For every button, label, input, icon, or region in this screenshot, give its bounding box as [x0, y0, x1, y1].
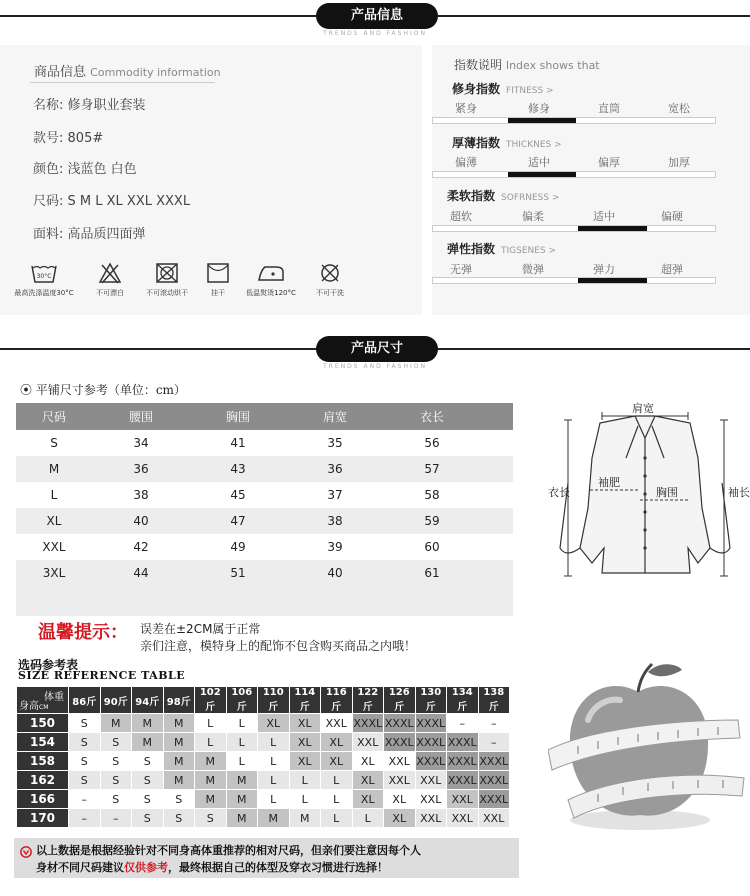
fitness-opt-3: 宽松: [668, 102, 690, 115]
thickness-opt-3: 加厚: [668, 156, 690, 169]
fitness-opt-0: 紧身: [455, 102, 477, 115]
fitness-index-label: 修身指数 FITNESS >: [452, 82, 554, 96]
thickness-index-label: 厚薄指数 THICKNES >: [452, 136, 562, 150]
product-info-subtitle: TRENDS AND FASHION: [323, 30, 427, 37]
table-row: S 34 41 35 56: [16, 430, 513, 456]
elasticity-index-label: 弹性指数 TIGSENES >: [447, 242, 557, 256]
product-size-banner: [0, 333, 750, 369]
warning-icon: [20, 846, 32, 858]
fitness-opt-1: 修身: [528, 102, 550, 115]
shirt-measure-diagram: [540, 398, 750, 588]
table-row: 154 S S M M L L L XL XL XXL XXXL XXXL XXXL –: [17, 733, 510, 752]
table-row: L 38 45 37 58: [16, 482, 513, 508]
softness-index-bar: [432, 225, 716, 232]
svg-text:30°C: 30°C: [36, 273, 52, 280]
fitness-index-marker: [508, 118, 577, 123]
thickness-index-marker: [508, 172, 577, 177]
index-title: 指数说明 Index shows that: [454, 58, 600, 72]
thickness-opt-0: 偏薄: [455, 156, 477, 169]
size-advice-footer: [14, 838, 519, 878]
table-row: 158 S S S M M L L XL XL XL XXL XXXL XXXL XXXL: [17, 752, 510, 771]
info-row-sizes: 尺码: S M L XL XXL XXXL: [33, 194, 191, 209]
table-row: 166 – S S S M M L L L XL XL XXL XXL XXXL: [17, 790, 510, 809]
elasticity-opt-0: 无弹: [450, 263, 472, 276]
care-no-tumble: 不可滚动烘干: [127, 262, 207, 298]
size-reference-table: [16, 686, 510, 828]
size-table: [16, 403, 513, 616]
fitness-opt-2: 直筒: [598, 102, 620, 115]
product-size-subtitle: TRENDS AND FASHION: [323, 363, 427, 370]
no-tumble-dry-icon: [155, 262, 179, 284]
elasticity-index-marker: [578, 278, 647, 283]
apple-tape-photo: [548, 650, 748, 835]
elasticity-opt-1: 微弹: [522, 263, 544, 276]
table-row: XL 40 47 38 59: [16, 508, 513, 534]
softness-opt-2: 适中: [593, 210, 615, 223]
diagram-chest-label: 胸围: [656, 486, 678, 499]
softness-opt-0: 超软: [450, 210, 472, 223]
size-reference-subtitle: SIZE REFERENCE TABLE: [18, 669, 186, 682]
elasticity-index-bar: [432, 277, 716, 284]
table-row: 150 S M M M L L XL XL XXL XXXL XXXL XXXL – –: [17, 714, 510, 733]
fitness-index-bar: [432, 117, 716, 124]
diagram-sleeve-label: 袖长: [728, 486, 750, 499]
care-no-dry-clean: 不可干洗: [290, 262, 370, 298]
no-bleach-icon: [98, 262, 122, 284]
table-row: 162 S S S M M M L L L XL XXL XXL XXXL XXXL: [17, 771, 510, 790]
hang-dry-icon: [206, 262, 230, 284]
softness-opt-1: 偏柔: [522, 210, 544, 223]
diagram-shoulder-label: 肩宽: [632, 402, 654, 415]
thickness-opt-2: 偏厚: [598, 156, 620, 169]
elasticity-opt-2: 弹力: [593, 263, 615, 276]
size-table-header: 尺码 腰围 胸围 肩宽 衣长: [16, 403, 513, 430]
care-hang-dry: 挂干: [178, 262, 258, 298]
diagram-armhole-label: 袖肥: [598, 476, 620, 489]
footer-line-1: 以上数据是根据经验针对不同身高体重推荐的相对尺码，但亲们要注意因每个人: [36, 844, 421, 857]
product-size-title: 产品尺寸: [316, 336, 438, 362]
product-info-banner: [0, 0, 750, 36]
table-row: XXL 42 49 39 60: [16, 534, 513, 560]
softness-index-marker: [578, 226, 647, 231]
care-iron-low: 低温熨烫120°C: [231, 262, 311, 298]
flat-measure-note: ⦿ 平铺尺寸参考（单位：cm）: [20, 383, 186, 397]
corner-cell: 体重 身高CM: [17, 687, 69, 714]
tip-line-2: 亲们注意，模特身上的配饰不包含购买商品之内哦！: [140, 639, 417, 653]
table-row: 3XL 44 51 40 61: [16, 560, 513, 586]
softness-index-label: 柔软指数 SOFRNESS >: [447, 189, 560, 203]
table-row: 体重 身高CM 86斤 90斤 94斤 98斤 102斤 106斤 110斤 114斤 116斤 122斤 126斤 130斤 134斤 138斤: [17, 687, 510, 714]
footer-line-2: 身材不同尺码建议仅供参考，最终根据自己的体型及穿衣习惯进行选择！: [36, 861, 388, 874]
info-row-style-no: 款号: 805#: [33, 131, 104, 146]
table-row: M 36 43 36 57: [16, 456, 513, 482]
info-row-name: 名称: 修身职业套装: [33, 98, 146, 113]
wash-30-icon: [31, 262, 57, 284]
thickness-opt-1: 适中: [528, 156, 550, 169]
softness-opt-3: 偏硬: [661, 210, 683, 223]
thickness-index-bar: [432, 171, 716, 178]
elasticity-opt-3: 超弹: [661, 263, 683, 276]
tip-line-1: 误差在±2CM属于正常: [140, 622, 261, 636]
diagram-length-label: 衣长: [548, 486, 570, 499]
no-dry-clean-icon: [318, 262, 342, 284]
table-row: 170 – – S S S M M M L L XL XXL XXL XXL: [17, 809, 510, 828]
info-row-fabric: 面料: 高品质四面弹: [33, 227, 146, 242]
care-no-bleach: 不可漂白: [70, 262, 150, 298]
care-wash-30: 30°C 最高洗涤温度30°C: [4, 262, 84, 298]
commodity-info-title: 商品信息 Commodity information: [34, 65, 221, 80]
info-row-color: 颜色: 浅蓝色 白色: [33, 162, 137, 177]
warm-tip-title: 温馨提示：: [38, 622, 128, 643]
iron-low-icon: [256, 262, 286, 284]
product-info-title: 产品信息: [316, 3, 438, 29]
size-reference-title: 选码参考表: [18, 658, 79, 672]
